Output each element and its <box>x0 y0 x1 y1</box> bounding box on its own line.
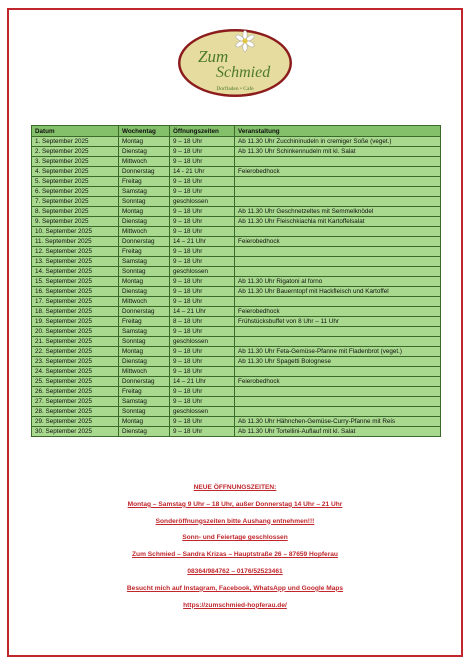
table-row <box>32 297 441 307</box>
cell-veranstaltung: Ab 11.30 Uhr Schinkennudeln mit kl. Salat <box>235 147 441 157</box>
cell-veranstaltung <box>235 297 441 307</box>
cell-oeffnungszeiten: 9 – 18 Uhr <box>170 417 235 427</box>
cell-datum: 16. September 2025 <box>32 287 119 297</box>
cell-datum: 7. September 2025 <box>32 197 119 207</box>
cell-oeffnungszeiten: 9 – 18 Uhr <box>170 157 235 167</box>
cell-wochentag: Montag <box>119 417 170 427</box>
schedule-table <box>31 125 441 437</box>
cell-datum: 3. September 2025 <box>32 157 119 167</box>
table-row <box>32 347 441 357</box>
table-row <box>32 167 441 177</box>
table-row <box>32 357 441 367</box>
cell-veranstaltung <box>235 157 441 167</box>
cell-wochentag: Dienstag <box>119 287 170 297</box>
cell-datum: 8. September 2025 <box>32 207 119 217</box>
cell-oeffnungszeiten: 8 – 18 Uhr <box>170 317 235 327</box>
cell-wochentag: Donnerstag <box>119 307 170 317</box>
special-hours-note: Sonderöffnungszeiten bitte Aushang entnehmen!!! <box>155 517 315 525</box>
table-row <box>32 367 441 377</box>
cell-wochentag: Sonntag <box>119 337 170 347</box>
cell-wochentag: Freitag <box>119 177 170 187</box>
closed-note: Sonn- und Feiertage geschlossen <box>182 534 288 542</box>
cell-wochentag: Donnerstag <box>119 237 170 247</box>
table-row <box>32 177 441 187</box>
cell-wochentag: Montag <box>119 277 170 287</box>
cell-datum: 20. September 2025 <box>32 327 119 337</box>
cell-veranstaltung <box>235 407 441 417</box>
cell-oeffnungszeiten: geschlossen <box>170 197 235 207</box>
cell-wochentag: Samstag <box>119 397 170 407</box>
website-link[interactable]: https://zumschmied-hopferau.de/ <box>183 601 287 609</box>
cell-oeffnungszeiten: 14 – 21 Uhr <box>170 237 235 247</box>
cell-veranstaltung: Ab 11.30 Uhr Rigatoni al forno <box>235 277 441 287</box>
logo-line2: Schmied <box>216 64 271 81</box>
cell-wochentag: Freitag <box>119 317 170 327</box>
cell-wochentag: Montag <box>119 137 170 147</box>
opening-hours-weekdays: Montag – Samstag 9 Uhr – 18 Uhr, <box>127 500 236 508</box>
cell-oeffnungszeiten: geschlossen <box>170 267 235 277</box>
table-row <box>32 187 441 197</box>
cell-oeffnungszeiten: 14 – 21 Uhr <box>170 307 235 317</box>
cell-veranstaltung <box>235 257 441 267</box>
table-row <box>32 197 441 207</box>
cell-veranstaltung: Feierobedhock <box>235 167 441 177</box>
opening-hours-heading: NEUE ÖFFNUNGSZEITEN: <box>193 484 277 491</box>
cell-oeffnungszeiten: 9 – 18 Uhr <box>170 357 235 367</box>
cell-datum: 11. September 2025 <box>32 237 119 247</box>
cell-oeffnungszeiten: 9 – 18 Uhr <box>170 217 235 227</box>
cell-wochentag: Samstag <box>119 187 170 197</box>
table-row <box>32 137 441 147</box>
cell-wochentag: Dienstag <box>119 357 170 367</box>
cell-veranstaltung: Frühstücksbuffet von 8 Uhr – 11 Uhr <box>235 317 441 327</box>
table-row <box>32 157 441 167</box>
logo-line1: Zum <box>198 47 229 66</box>
cell-datum: 17. September 2025 <box>32 297 119 307</box>
cell-wochentag: Mittwoch <box>119 367 170 377</box>
table-row <box>32 327 441 337</box>
cell-oeffnungszeiten: 9 – 18 Uhr <box>170 277 235 287</box>
cell-wochentag: Samstag <box>119 327 170 337</box>
cell-datum: 14. September 2025 <box>32 267 119 277</box>
cell-veranstaltung: Ab 11.30 Uhr Feta-Gemüse-Pfanne mit Fladenbrot (veget.) <box>235 347 441 357</box>
cell-veranstaltung: Feierobedhock <box>235 237 441 247</box>
table-row <box>32 427 441 437</box>
table-row <box>32 277 441 287</box>
cell-veranstaltung: Ab 11.30 Uhr Fleischkiachla mit Kartoffelsalat <box>235 217 441 227</box>
cell-veranstaltung: Ab 11.30 Uhr Hähnchen-Gemüse-Curry-Pfanne mit Reis <box>235 417 441 427</box>
table-header-row <box>32 126 441 137</box>
cell-wochentag: Mittwoch <box>119 227 170 237</box>
cell-wochentag: Montag <box>119 207 170 217</box>
cell-veranstaltung: Feierobedhock <box>235 307 441 317</box>
cell-datum: 13. September 2025 <box>32 257 119 267</box>
opening-hours-line <box>40 501 430 508</box>
cell-veranstaltung <box>235 327 441 337</box>
cell-veranstaltung: Ab 11.30 Uhr Spagetti Bolognese <box>235 357 441 367</box>
cell-oeffnungszeiten: 9 – 18 Uhr <box>170 177 235 187</box>
table-row <box>32 317 441 327</box>
cell-datum: 24. September 2025 <box>32 367 119 377</box>
cell-wochentag: Donnerstag <box>119 167 170 177</box>
cell-datum: 28. September 2025 <box>32 407 119 417</box>
cell-oeffnungszeiten: 9 – 18 Uhr <box>170 247 235 257</box>
cell-wochentag: Dienstag <box>119 147 170 157</box>
cell-datum: 21. September 2025 <box>32 337 119 347</box>
cell-datum: 2. September 2025 <box>32 147 119 157</box>
cell-wochentag: Sonntag <box>119 197 170 207</box>
cell-veranstaltung <box>235 247 441 257</box>
cell-veranstaltung <box>235 187 441 197</box>
cell-veranstaltung <box>235 197 441 207</box>
cell-datum: 25. September 2025 <box>32 377 119 387</box>
cell-wochentag: Samstag <box>119 257 170 267</box>
cell-oeffnungszeiten: 9 – 18 Uhr <box>170 397 235 407</box>
opening-hours-thursday: außer Donnerstag 14 Uhr – 21 Uhr <box>235 500 343 508</box>
cell-veranstaltung: Ab 11.30 Uhr Tortellini-Auflauf mit kl. Salat <box>235 427 441 437</box>
cell-datum: 9. September 2025 <box>32 217 119 227</box>
cell-wochentag: Donnerstag <box>119 377 170 387</box>
cell-wochentag: Sonntag <box>119 407 170 417</box>
cell-wochentag: Sonntag <box>119 267 170 277</box>
cell-datum: 15. September 2025 <box>32 277 119 287</box>
cell-veranstaltung <box>235 387 441 397</box>
header-oeffnungszeiten: Öffnungszeiten <box>170 126 235 137</box>
phone-line: 08364/984762 – 0176/52523461 <box>187 567 283 575</box>
table-row <box>32 267 441 277</box>
table-row <box>32 207 441 217</box>
table-row <box>32 227 441 237</box>
table-row <box>32 257 441 267</box>
table-row <box>32 237 441 247</box>
table-row <box>32 287 441 297</box>
table-row <box>32 387 441 397</box>
table-row <box>32 377 441 387</box>
cell-veranstaltung: Feierobedhock <box>235 377 441 387</box>
cell-veranstaltung: Ab 11.30 Uhr Bauerntopf mit Hackfleisch und Kartoffel <box>235 287 441 297</box>
header-wochentag: Wochentag <box>119 126 170 137</box>
cell-oeffnungszeiten: 9 – 18 Uhr <box>170 297 235 307</box>
cell-wochentag: Montag <box>119 347 170 357</box>
cell-oeffnungszeiten: geschlossen <box>170 407 235 417</box>
footer-info <box>40 484 430 618</box>
cell-oeffnungszeiten: 9 – 18 Uhr <box>170 367 235 377</box>
cell-wochentag: Dienstag <box>119 427 170 437</box>
cell-wochentag: Dienstag <box>119 217 170 227</box>
cell-oeffnungszeiten: 9 – 18 Uhr <box>170 287 235 297</box>
cell-datum: 1. September 2025 <box>32 137 119 147</box>
cell-oeffnungszeiten: 9 – 18 Uhr <box>170 187 235 197</box>
cell-wochentag: Freitag <box>119 247 170 257</box>
cell-datum: 27. September 2025 <box>32 397 119 407</box>
cell-datum: 10. September 2025 <box>32 227 119 237</box>
cell-oeffnungszeiten: 9 – 18 Uhr <box>170 327 235 337</box>
header-datum: Datum <box>32 126 119 137</box>
cell-datum: 18. September 2025 <box>32 307 119 317</box>
cell-datum: 19. September 2025 <box>32 317 119 327</box>
cell-veranstaltung <box>235 227 441 237</box>
table-row <box>32 337 441 347</box>
cell-oeffnungszeiten: 9 – 18 Uhr <box>170 427 235 437</box>
logo-tagline: Dorfladen • Cafe <box>216 86 254 92</box>
cell-veranstaltung: Ab 11.30 Uhr Geschnetzeltes mit Semmelknödel <box>235 207 441 217</box>
cell-oeffnungszeiten: 14 - 21 Uhr <box>170 167 235 177</box>
cell-oeffnungszeiten: 9 – 18 Uhr <box>170 347 235 357</box>
cell-datum: 30. September 2025 <box>32 427 119 437</box>
cell-oeffnungszeiten: 9 – 18 Uhr <box>170 207 235 217</box>
cell-datum: 5. September 2025 <box>32 177 119 187</box>
cell-oeffnungszeiten: 14 – 21 Uhr <box>170 377 235 387</box>
cell-oeffnungszeiten: 9 – 18 Uhr <box>170 137 235 147</box>
cell-datum: 22. September 2025 <box>32 347 119 357</box>
cell-datum: 6. September 2025 <box>32 187 119 197</box>
cell-datum: 12. September 2025 <box>32 247 119 257</box>
cell-wochentag: Mittwoch <box>119 157 170 167</box>
cell-veranstaltung <box>235 267 441 277</box>
table-row <box>32 147 441 157</box>
header-veranstaltung: Veranstaltung <box>235 126 441 137</box>
social-media-line: Besucht mich auf Instagram, Facebook, WhatsApp und Google Maps <box>126 584 344 592</box>
cell-wochentag: Freitag <box>119 387 170 397</box>
cell-veranstaltung: Ab 11.30 Uhr Zucchininudeln in cremiger Soße (veget.) <box>235 137 441 147</box>
table-row <box>32 407 441 417</box>
table-row <box>32 247 441 257</box>
zum-schmied-logo <box>176 27 294 99</box>
cell-datum: 4. September 2025 <box>32 167 119 177</box>
cell-oeffnungszeiten: 9 – 18 Uhr <box>170 227 235 237</box>
cell-veranstaltung <box>235 367 441 377</box>
cell-datum: 26. September 2025 <box>32 387 119 397</box>
table-row <box>32 307 441 317</box>
cell-oeffnungszeiten: 9 – 18 Uhr <box>170 387 235 397</box>
address-line: Zum Schmied – Sandra Krizas – Hauptstraße 26 – 87659 Hopferau <box>132 551 338 559</box>
cell-veranstaltung <box>235 397 441 407</box>
cell-veranstaltung <box>235 177 441 187</box>
table-row <box>32 217 441 227</box>
cell-datum: 29. September 2025 <box>32 417 119 427</box>
cell-oeffnungszeiten: geschlossen <box>170 337 235 347</box>
cell-oeffnungszeiten: 9 – 18 Uhr <box>170 147 235 157</box>
cell-wochentag: Mittwoch <box>119 297 170 307</box>
cell-oeffnungszeiten: 9 – 18 Uhr <box>170 257 235 267</box>
table-row <box>32 417 441 427</box>
cell-veranstaltung <box>235 337 441 347</box>
cell-datum: 23. September 2025 <box>32 357 119 367</box>
table-row <box>32 397 441 407</box>
